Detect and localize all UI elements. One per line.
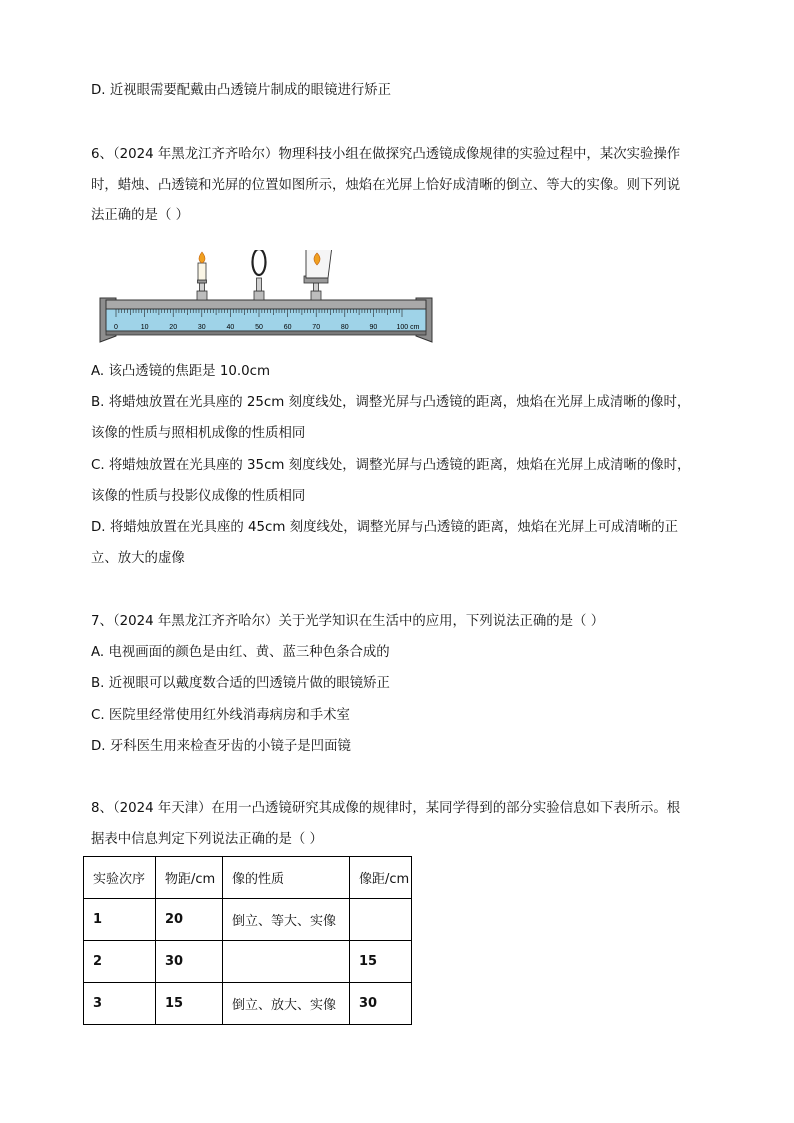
option-b-q6-line-2: 该像的性质与照相机成像的性质相同 bbox=[91, 426, 306, 441]
tick-label-30: 30 bbox=[197, 324, 206, 331]
option-d-q6-line-2: 立、放大的虚像 bbox=[91, 551, 185, 566]
tick-label-100: 100 cm bbox=[396, 324, 420, 331]
tick-label-40: 40 bbox=[226, 324, 235, 331]
cell: 15 bbox=[156, 983, 223, 1025]
candle-flame bbox=[199, 252, 205, 263]
experiment-table bbox=[83, 856, 412, 1025]
rail-bottom bbox=[106, 331, 426, 335]
option-c-q7: C. 医院里经常使用红外线消毒病房和手术室 bbox=[91, 708, 350, 723]
optical-bench-figure bbox=[92, 250, 442, 346]
option-b-q7: B. 近视眼可以戴度数合适的凹透镜片做的眼镜矫正 bbox=[91, 676, 390, 691]
cell: 3 bbox=[84, 983, 156, 1025]
table-row bbox=[84, 941, 412, 983]
tick-label-60: 60 bbox=[283, 324, 292, 331]
convex-lens bbox=[253, 250, 266, 300]
header-image-distance: 像距/cm bbox=[350, 857, 412, 899]
tick-label-10: 10 bbox=[140, 324, 149, 331]
question-8-line-1: 8、（2024 年天津）在用一凸透镜研究其成像的规律时，某同学得到的部分实验信息如下表所示。根 bbox=[91, 801, 681, 816]
option-d-q7: D. 牙科医生用来检查牙齿的小镜子是凹面镜 bbox=[91, 739, 351, 754]
cell bbox=[350, 899, 412, 941]
option-d-q6-line-1: D. 将蜡烛放置在光具座的 45cm 刻度线处，调整光屏与凸透镜的距离，烛焰在光屏上可成清晰的正 bbox=[91, 520, 679, 535]
table-header-row bbox=[84, 857, 412, 899]
question-6-line-1: 6、（2024 年黑龙江齐齐哈尔）物理科技小组在做探究凸透镜成像规律的实验过程中，某次实验操作 bbox=[91, 147, 681, 162]
cell: 倒立、放大、实像 bbox=[223, 983, 350, 1025]
cell: 15 bbox=[350, 941, 412, 983]
option-a-q7: A. 电视画面的颜色是由红、黄、蓝三种色条合成的 bbox=[91, 645, 390, 660]
header-image-nature: 像的性质 bbox=[223, 857, 350, 899]
cell: 20 bbox=[156, 899, 223, 941]
option-c-q6-line-1: C. 将蜡烛放置在光具座的 35cm 刻度线处，调整光屏与凸透镜的距离，烛焰在光屏上成清晰的像时， bbox=[91, 458, 691, 473]
cell: 2 bbox=[84, 941, 156, 983]
scale-strip bbox=[106, 309, 426, 331]
question-7: 7、（2024 年黑龙江齐齐哈尔）关于光学知识在生活中的应用，下列说法正确的是（ ） bbox=[91, 614, 605, 629]
tick-label-90: 90 bbox=[369, 324, 378, 331]
option-a-q6: A. 该凸透镜的焦距是 10.0cm bbox=[91, 364, 271, 379]
table-row bbox=[84, 899, 412, 941]
tick-label-70: 70 bbox=[312, 324, 321, 331]
question-6-line-2: 时，蜡烛、凸透镜和光屏的位置如图所示，烛焰在光屏上恰好成清晰的倒立、等大的实像。则下列说 bbox=[91, 178, 681, 193]
cell bbox=[223, 941, 350, 983]
candle bbox=[197, 252, 207, 300]
tick-label-0: 0 bbox=[114, 324, 118, 331]
option-c-q6-line-2: 该像的性质与投影仪成像的性质相同 bbox=[91, 489, 306, 504]
tick-label-80: 80 bbox=[340, 324, 349, 331]
cell: 30 bbox=[350, 983, 412, 1025]
header-trial: 实验次序 bbox=[84, 857, 156, 899]
question-8-line-2: 据表中信息判定下列说法正确的是（ ） bbox=[91, 832, 323, 847]
cell: 30 bbox=[156, 941, 223, 983]
light-screen bbox=[304, 250, 332, 300]
table-row bbox=[84, 983, 412, 1025]
option-b-q6-line-1: B. 将蜡烛放置在光具座的 25cm 刻度线处，调整光屏与凸透镜的距离，烛焰在光屏上成清晰的像时， bbox=[91, 395, 691, 410]
tick-label-50: 50 bbox=[255, 324, 263, 331]
header-object-distance: 物距/cm bbox=[156, 857, 223, 899]
question-6-line-3: 法正确的是（ ） bbox=[91, 208, 189, 223]
option-d-q5: D. 近视眼需要配戴由凸透镜片制成的眼镜进行矫正 bbox=[91, 83, 392, 98]
cell: 倒立、等大、实像 bbox=[223, 899, 350, 941]
tick-label-20: 20 bbox=[169, 324, 178, 331]
cell: 1 bbox=[84, 899, 156, 941]
rail-top bbox=[106, 300, 426, 309]
